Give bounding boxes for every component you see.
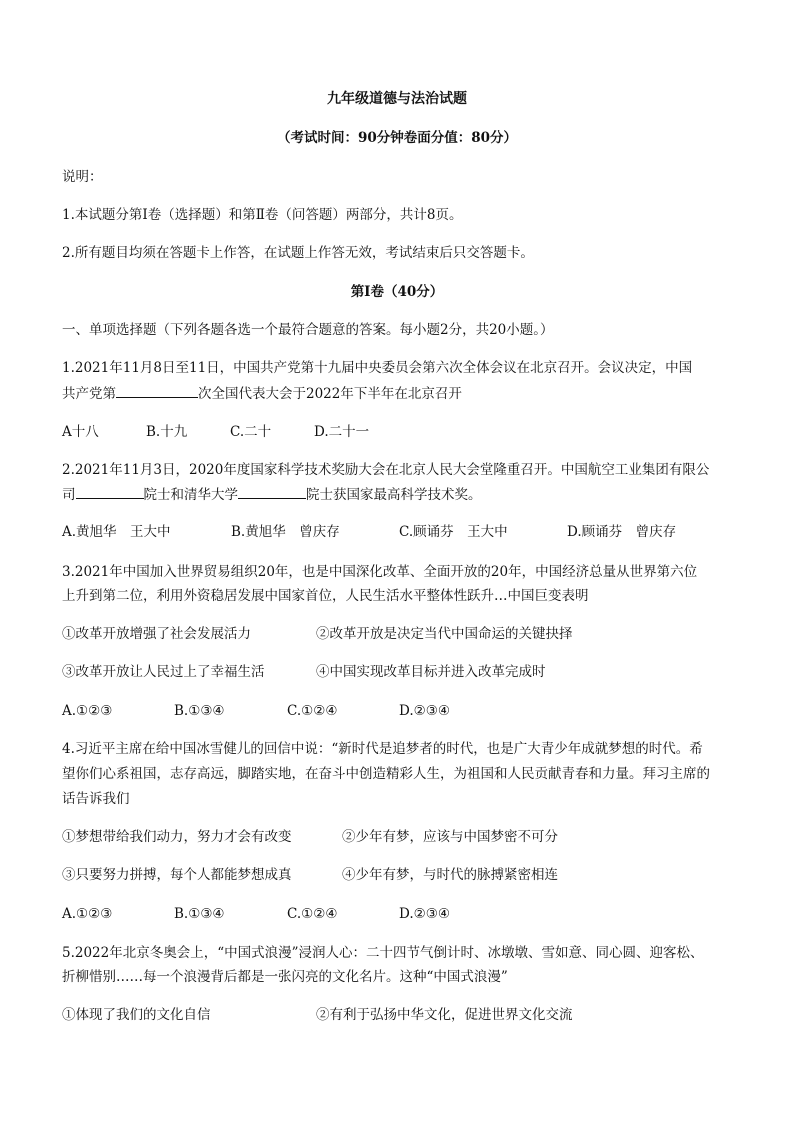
question-1-option-c: C.二十 [230,424,272,440]
question-3-option-d: D.②③④ [399,703,450,719]
question-4-option-d: D.②③④ [399,906,450,922]
instruction-1: 1.本试题分第Ⅰ卷（选择题）和第Ⅱ卷（问答题）两部分，共计8页。 [62,207,463,223]
section-title: 第Ⅰ卷（40分） [350,284,444,300]
question-1-option-d: D.二十一 [314,424,370,440]
question-5-line-1: 5.2022年北京冬奥会上，“中国式浪漫”浸润人心：二十四节气倒计时、冰墩墩、雪如意、同心圆、迎客松、 [62,945,704,961]
question-1-option-a: A十八 [62,424,99,440]
question-2-text-b: 院士和清华大学 [143,487,238,503]
instruction-2: 2.所有题目均须在答题卡上作答，在试题上作答无效，考试结束后只交答题卡。 [62,245,534,261]
question-4-line-1: 4.习近平主席在给中国冰雪健儿的回信中说：“新时代是追梦者的时代，也是广大青少年成就梦想的时代。希 [62,741,703,757]
question-2-option-b: B.黄旭华 曾庆存 [231,524,340,540]
question-2-text-a: 司 [62,487,76,503]
question-2-option-c: C.顾诵芬 王大中 [399,524,508,540]
question-3-statement-1: ①改革开放增强了社会发展活力 [62,626,251,642]
question-4-line-2: 望你们心系祖国，志存高远，脚踏实地，在奋斗中创造精彩人生，为祖国和人民贡献青春和力量。拜习主席的 [62,766,710,782]
answer-blank [116,383,198,398]
question-1-line-2 [62,383,462,404]
question-4-statement-3: ③只要努力拼搏，每个人都能梦想成真 [62,867,292,883]
question-3-statement-2: ②改革开放是决定当代中国命运的关键抉择 [316,626,573,642]
question-4-line-3: 话告诉我们 [62,791,130,807]
question-5-statement-2: ②有利于弘扬中华文化，促进世界文化交流 [316,1007,573,1023]
question-1-text-b: 次全国代表大会于2022年下半年在北京召开 [198,386,462,402]
answer-blank [76,484,144,499]
question-2-line-1: 2.2021年11月3日，2020年度国家科学技术奖励大会在北京人民大会堂隆重召开。中国航空工业集团有限公 [62,462,710,478]
exam-meta: （考试时间：90分钟卷面分值：80分） [276,130,518,146]
question-3-statement-4: ④中国实现改革目标并进入改革完成时 [316,664,546,680]
question-4-option-b: B.①③④ [174,906,225,922]
question-3-line-1: 3.2021年中国加入世界贸易组织20年，也是中国深化改革、全面开放的20年，中国经济总量从世界第六位 [62,564,698,580]
answer-blank [238,484,306,499]
question-3-option-a: A.①②③ [62,703,113,719]
question-1-line-1: 1.2021年11月8日至11日，中国共产党第十九届中央委员会第六次全体会议在北京召开。会议决定，中国 [62,360,693,376]
question-3-option-b: B.①③④ [174,703,225,719]
question-2-text-c: 院士获国家最高科学技术奖。 [306,487,482,503]
question-4-statement-2: ②少年有梦，应该与中国梦密不可分 [342,829,558,845]
instructions-heading: 说明： [62,169,103,185]
question-4-option-c: C.①②④ [287,906,338,922]
question-1-text-a: 共产党第 [62,386,116,402]
question-1-option-b: B.十九 [146,424,188,440]
question-4-statement-1: ①梦想带给我们动力，努力才会有改变 [62,829,292,845]
page-title: 九年级道德与法治试题 [327,91,467,107]
question-2-option-d: D.顾诵芬 曾庆存 [567,524,677,540]
question-2-line-2 [62,484,482,505]
section-intro: 一、单项选择题（下列各题各选一个最符合题意的答案。每小题2分，共20小题。） [62,322,554,338]
question-4-option-a: A.①②③ [62,906,113,922]
question-3-statement-3: ③改革开放让人民过上了幸福生活 [62,664,265,680]
question-4-statement-4: ④少年有梦，与时代的脉搏紧密相连 [342,867,558,883]
question-3-line-2: 上升到第二位，利用外资稳居发展中国家首位，人民生活水平整体性跃升…中国巨变表明 [62,588,589,604]
question-3-option-c: C.①②④ [287,703,338,719]
question-5-statement-1: ①体现了我们的文化自信 [62,1007,211,1023]
question-2-option-a: A.黄旭华 王大中 [62,524,171,540]
question-5-line-2: 折柳惜别……每一个浪漫背后都是一张闪亮的文化名片。这种“中国式浪漫” [62,969,508,985]
